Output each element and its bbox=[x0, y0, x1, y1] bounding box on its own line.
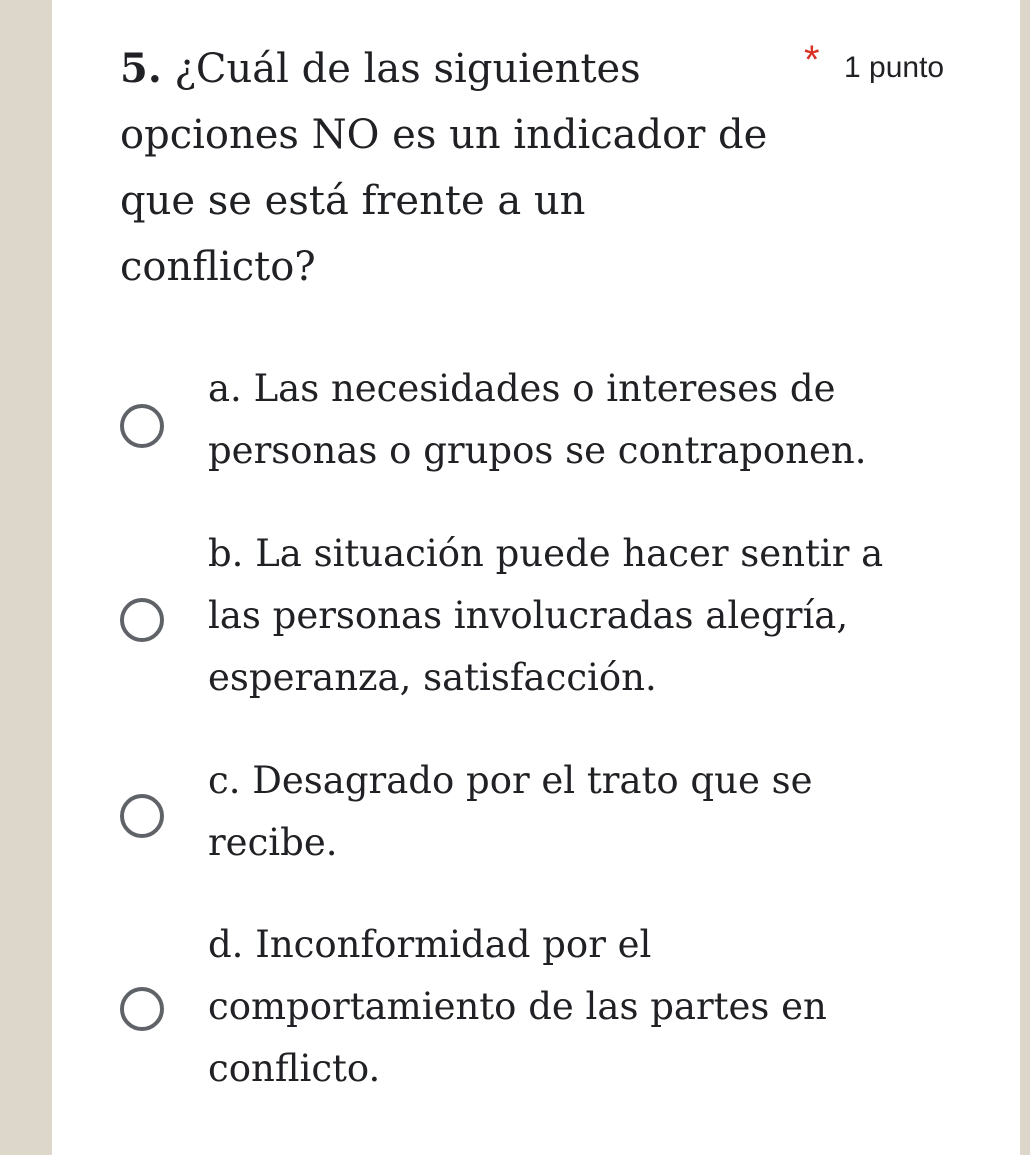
radio-button-d[interactable] bbox=[120, 987, 164, 1031]
option-a-label: a. Las necesidades o intereses de personas o grupos se contraponen. bbox=[208, 367, 867, 472]
option-c-label: c. Desagrado por el trato que se recibe. bbox=[208, 759, 813, 864]
radio-button-c[interactable] bbox=[120, 794, 164, 838]
option-d-label: d. Inconformidad por el comportamiento de las partes en conflicto. bbox=[208, 923, 827, 1090]
radio-button-a[interactable] bbox=[120, 404, 164, 448]
option-b-label: b. La situación puede hacer sentir a las personas involucradas alegría, esperanza, satisfacción. bbox=[208, 532, 884, 699]
points-label: 1 punto bbox=[844, 51, 945, 84]
radio-button-b[interactable] bbox=[120, 598, 164, 642]
question-card bbox=[52, 0, 1020, 1155]
question-text: ¿Cuál de las siguientes opciones NO es un indicador de que se está frente a un conflicto? bbox=[120, 46, 768, 290]
required-asterisk: * bbox=[804, 38, 820, 82]
question-title bbox=[120, 36, 790, 300]
question-number: 5. bbox=[120, 45, 162, 92]
